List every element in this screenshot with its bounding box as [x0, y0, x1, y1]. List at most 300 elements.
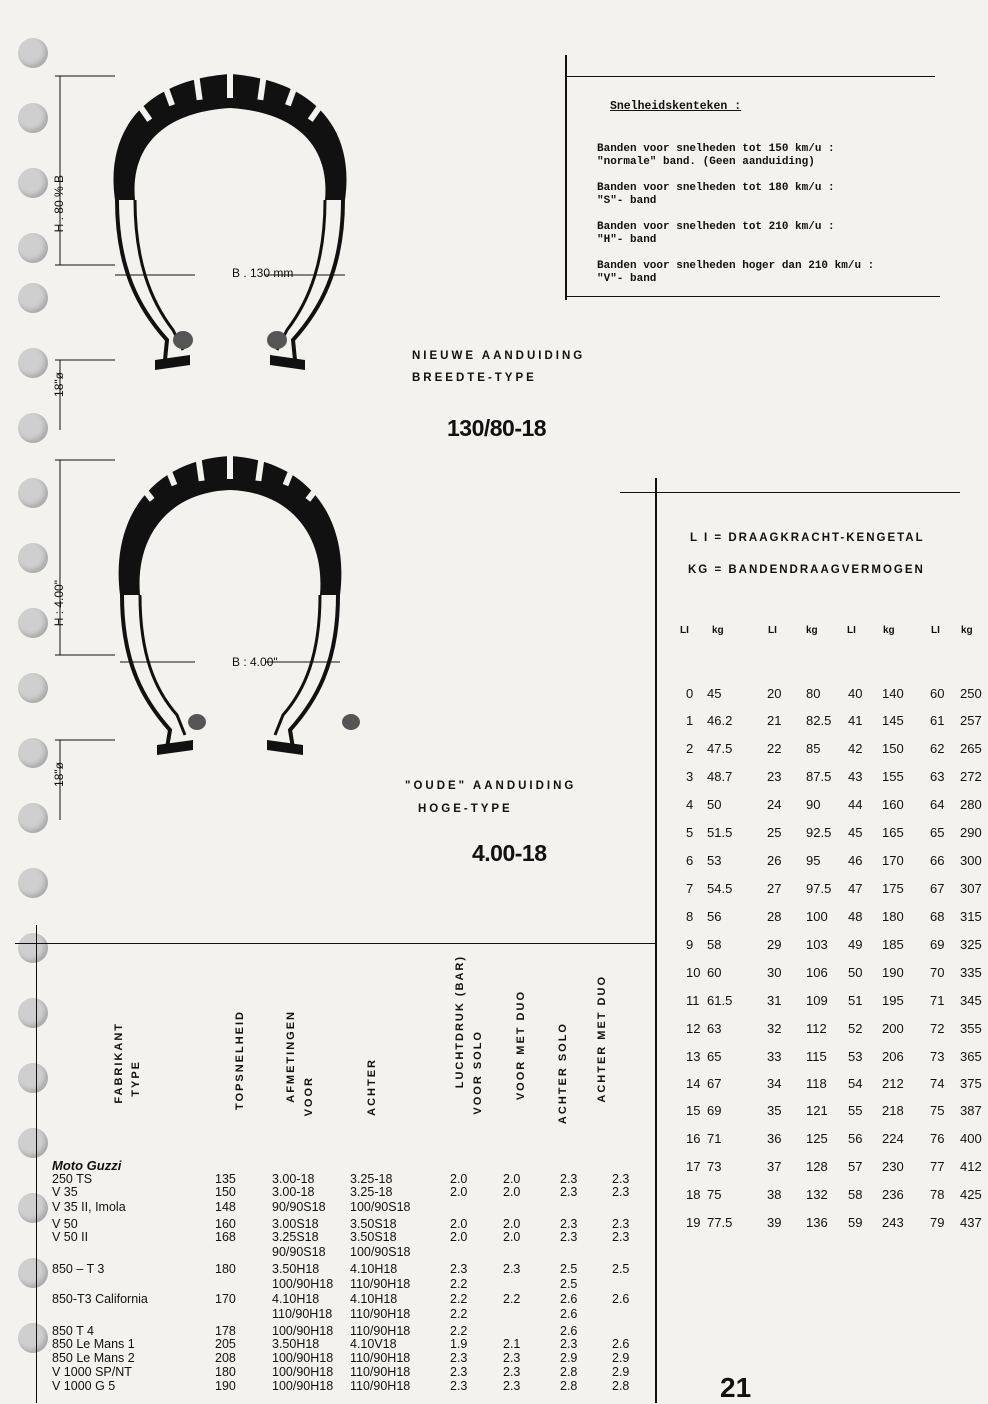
li-value: 67	[930, 881, 945, 896]
binder-hole	[18, 1323, 48, 1353]
kg-value: 65	[707, 1049, 722, 1064]
pressure-front-solo: 2.3	[450, 1351, 468, 1365]
rear-size: 4.10V18	[350, 1337, 397, 1351]
front-size: 3.50H18	[272, 1337, 320, 1351]
pressure-front-solo: 2.0	[450, 1230, 468, 1244]
pressure-rear-solo: 2.3	[560, 1217, 578, 1231]
li-value: 59	[848, 1215, 863, 1230]
kg-value: 97.5	[806, 881, 832, 896]
li-value: 38	[767, 1187, 782, 1202]
pressure-front-duo: 2.0	[503, 1217, 521, 1231]
pressure-rear-duo: 2.9	[612, 1351, 630, 1365]
li-value: 41	[848, 713, 863, 728]
tire-new-caption-sub: BREEDTE-TYPE	[412, 372, 537, 384]
top-speed: 135	[215, 1172, 236, 1186]
li-value: 32	[767, 1021, 782, 1036]
pressure-front-solo: 2.0	[450, 1185, 468, 1199]
pressure-rear-solo: 2.3	[560, 1337, 578, 1351]
kg-value: 250	[960, 686, 982, 701]
li-value: 34	[767, 1076, 782, 1091]
binder-hole	[18, 413, 48, 443]
li-value: 79	[930, 1215, 945, 1230]
li-value: 55	[848, 1103, 863, 1118]
motorcycle-type: V 50	[52, 1217, 78, 1231]
top-speed: 190	[215, 1379, 236, 1393]
top-speed: 168	[215, 1230, 236, 1244]
pressure-rear-solo: 2.6	[560, 1292, 578, 1306]
binder-hole	[18, 998, 48, 1028]
li-value: 47	[848, 881, 863, 896]
kg-value: 77.5	[707, 1215, 733, 1230]
kg-value: 190	[882, 965, 904, 980]
binder-hole	[18, 233, 48, 263]
kg-value: 170	[882, 853, 904, 868]
tire-new-width-label: B . 130 mm	[232, 266, 294, 280]
motorcycle-type: V 1000 G 5	[52, 1379, 116, 1393]
kg-value: 375	[960, 1076, 982, 1091]
li-value: 57	[848, 1159, 863, 1174]
li-value: 50	[848, 965, 863, 980]
motorcycle-type: V 35	[52, 1185, 78, 1199]
front-size: 3.00S18	[272, 1217, 319, 1231]
pressure-rear-duo: 2.3	[612, 1230, 630, 1244]
kg-value: 80	[806, 686, 821, 701]
kg-value: 51.5	[707, 825, 733, 840]
kg-value: 206	[882, 1049, 904, 1064]
front-size: 3.00-18	[272, 1185, 315, 1199]
kg-value: 58	[707, 937, 722, 952]
kg-value: 115	[806, 1049, 827, 1064]
li-value: 18	[686, 1187, 701, 1202]
li-value: 1	[686, 713, 694, 728]
rear-size: 3.50S18	[350, 1217, 397, 1231]
front-size: 100/90H18	[272, 1379, 334, 1393]
kg-value: 218	[882, 1103, 904, 1118]
li-value: 28	[767, 909, 782, 924]
li-value: 61	[930, 713, 945, 728]
pressure-front-solo: 2.2	[450, 1277, 468, 1291]
binder-hole	[18, 38, 48, 68]
li-value: 77	[930, 1159, 945, 1174]
kg-value: 150	[882, 741, 904, 756]
li-value: 31	[767, 993, 782, 1008]
rear-size: 100/90S18	[350, 1200, 411, 1214]
kg-value: 280	[960, 797, 982, 812]
header-voor: VOOR	[303, 1076, 315, 1117]
speed-box-divider	[565, 55, 567, 300]
kg-value: 56	[707, 909, 722, 924]
kg-value: 106	[806, 965, 828, 980]
kg-value: 195	[882, 993, 904, 1008]
motorcycle-type: 850 Le Mans 1	[52, 1337, 135, 1351]
li-value: 40	[848, 686, 863, 701]
tire-diagram-old	[55, 440, 405, 820]
li-value: 43	[848, 769, 863, 784]
kg-value: 103	[806, 937, 828, 952]
pressure-front-duo: 2.1	[503, 1337, 521, 1351]
front-size: 3.25S18	[272, 1230, 319, 1244]
pressure-front-duo: 2.3	[503, 1379, 521, 1393]
top-speed: 178	[215, 1324, 236, 1338]
binder-hole	[18, 868, 48, 898]
header-achter: ACHTER	[366, 1058, 378, 1116]
pressure-front-duo: 2.0	[503, 1230, 521, 1244]
header-achter-met-duo: ACHTER MET DUO	[596, 975, 608, 1103]
pressure-rear-solo: 2.3	[560, 1172, 578, 1186]
kg-value: 145	[882, 713, 904, 728]
li-value: 52	[848, 1021, 863, 1036]
li-value: 16	[686, 1131, 701, 1146]
kg-value: 365	[960, 1049, 982, 1064]
front-size: 100/90H18	[272, 1277, 334, 1291]
pressure-front-solo: 2.2	[450, 1324, 468, 1338]
brand-label: Moto Guzzi	[52, 1158, 122, 1173]
moto-table-top-rule	[15, 943, 655, 944]
page-number: 21	[720, 1372, 752, 1403]
front-size: 90/90S18	[272, 1245, 326, 1259]
pressure-front-duo: 2.0	[503, 1185, 521, 1199]
li-value: 48	[848, 909, 863, 924]
pressure-front-solo: 2.2	[450, 1292, 468, 1306]
top-speed: 170	[215, 1292, 236, 1306]
binder-hole	[18, 933, 48, 963]
tire-old-height-label: H : 4.00"	[52, 580, 66, 627]
binder-hole	[18, 478, 48, 508]
li-value: 21	[767, 713, 782, 728]
motorcycle-type: 250 TS	[52, 1172, 93, 1186]
rear-size: 110/90H18	[350, 1379, 411, 1393]
top-speed: 180	[215, 1262, 236, 1276]
kg-value: 325	[960, 937, 982, 952]
kg-value: 121	[806, 1103, 828, 1118]
tire-new-caption: NIEUWE AANDUIDING	[412, 350, 586, 362]
li-value: 39	[767, 1215, 782, 1230]
top-speed: 208	[215, 1351, 236, 1365]
pressure-front-solo: 2.3	[450, 1379, 468, 1393]
kg-value: 180	[882, 909, 904, 924]
pressure-front-solo: 2.3	[450, 1365, 468, 1379]
kg-value: 175	[882, 881, 904, 896]
kg-value: 265	[960, 741, 982, 756]
header-voor-solo: VOOR SOLO	[472, 1030, 484, 1115]
header-type: TYPE	[130, 1060, 142, 1097]
binder-hole	[18, 1193, 48, 1223]
top-speed: 150	[215, 1185, 236, 1199]
tire-old-rim-label: 18"ø	[52, 762, 66, 787]
rear-size: 100/90S18	[350, 1245, 411, 1259]
li-value: 14	[686, 1076, 701, 1091]
kg-value: 45	[707, 686, 722, 701]
pressure-rear-duo: 2.6	[612, 1292, 630, 1306]
kg-value: 85	[806, 741, 821, 756]
kg-value: 50	[707, 797, 722, 812]
pressure-front-solo: 2.0	[450, 1217, 468, 1231]
li-value: 64	[930, 797, 945, 812]
kg-value: 112	[806, 1021, 827, 1036]
pressure-rear-duo: 2.9	[612, 1365, 630, 1379]
speed-box-bottom-rule	[565, 296, 940, 297]
li-value: 56	[848, 1131, 863, 1146]
tire-old-width-label: B : 4.00"	[232, 655, 278, 669]
li-table-divider	[655, 478, 657, 1403]
li-value: 69	[930, 937, 945, 952]
kg-value: 300	[960, 853, 982, 868]
front-size: 100/90H18	[272, 1365, 334, 1379]
rear-size: 3.50S18	[350, 1230, 397, 1244]
kg-value: 140	[882, 686, 904, 701]
li-value: 5	[686, 825, 694, 840]
li-value: 54	[848, 1076, 863, 1091]
pressure-rear-duo: 2.3	[612, 1217, 630, 1231]
binder-hole	[18, 673, 48, 703]
li-value: 2	[686, 741, 694, 756]
rear-size: 3.25-18	[350, 1172, 393, 1186]
li-value: 51	[848, 993, 863, 1008]
pressure-rear-duo: 2.6	[612, 1337, 630, 1351]
li-value: 70	[930, 965, 945, 980]
binder-hole	[18, 1128, 48, 1158]
li-value: 62	[930, 741, 945, 756]
li-value: 49	[848, 937, 863, 952]
kg-value: 136	[806, 1215, 828, 1230]
tire-old-size: 4.00-18	[472, 840, 547, 866]
speed-box-title: Snelheidskenteken :	[610, 100, 742, 113]
li-table-subtitle: KG = BANDENDRAAGVERMOGEN	[688, 564, 925, 576]
kg-value: 355	[960, 1021, 982, 1036]
front-size: 4.10H18	[272, 1292, 320, 1306]
speed-item: Banden voor snelheden tot 210 km/u : "H"- band	[597, 221, 835, 246]
kg-value: 60	[707, 965, 722, 980]
header-afmetingen: AFMETINGEN	[285, 1010, 297, 1103]
li-value: 11	[686, 993, 700, 1008]
kg-value: 92.5	[806, 825, 832, 840]
li-value: 44	[848, 797, 863, 812]
rear-size: 4.10H18	[350, 1262, 398, 1276]
li-value: 74	[930, 1076, 945, 1091]
rear-size: 110/90H18	[350, 1365, 411, 1379]
motorcycle-type: V 35 II, Imola	[52, 1200, 126, 1214]
li-value: 36	[767, 1131, 782, 1146]
front-size: 3.00-18	[272, 1172, 315, 1186]
li-value: 7	[686, 881, 694, 896]
li-value: 19	[686, 1215, 701, 1230]
tire-new-rim-label: 18"ø	[52, 372, 66, 397]
rear-size: 110/90H18	[350, 1351, 411, 1365]
pressure-rear-duo: 2.5	[612, 1262, 630, 1276]
kg-value: 53	[707, 853, 722, 868]
pressure-front-solo: 2.3	[450, 1262, 468, 1276]
li-table-top-rule	[620, 492, 960, 493]
header-topsnelheid: TOPSNELHEID	[234, 1010, 246, 1111]
top-speed: 148	[215, 1200, 236, 1214]
header-achter-solo: ACHTER SOLO	[557, 1022, 569, 1125]
header-fabrikant: FABRIKANT	[113, 1022, 125, 1104]
motorcycle-type: V 50 II	[52, 1230, 89, 1244]
binder-hole	[18, 608, 48, 638]
pressure-rear-solo: 2.5	[560, 1277, 578, 1291]
li-value: 23	[767, 769, 782, 784]
top-speed: 160	[215, 1217, 236, 1231]
binder-hole	[18, 803, 48, 833]
kg-value: 307	[960, 881, 982, 896]
motorcycle-type: 850-T3 California	[52, 1292, 148, 1306]
speed-box-top-rule	[565, 76, 935, 77]
kg-value: 200	[882, 1021, 904, 1036]
kg-value: 230	[882, 1159, 904, 1174]
pressure-rear-solo: 2.6	[560, 1324, 578, 1338]
kg-value: 47.5	[707, 741, 733, 756]
kg-value: 185	[882, 937, 904, 952]
kg-value: 224	[882, 1131, 904, 1146]
tire-old-caption: "OUDE" AANDUIDING	[405, 780, 577, 792]
pressure-front-duo: 2.3	[503, 1262, 521, 1276]
front-size: 3.50H18	[272, 1262, 320, 1276]
pressure-front-duo: 2.3	[503, 1365, 521, 1379]
kg-value: 95	[806, 853, 821, 868]
li-value: 25	[767, 825, 782, 840]
tire-new-size: 130/80-18	[447, 415, 547, 441]
pressure-rear-solo: 2.3	[560, 1230, 578, 1244]
rear-size: 110/90H18	[350, 1324, 411, 1338]
li-value: 17	[686, 1159, 701, 1174]
kg-value: 257	[960, 713, 982, 728]
binder-hole	[18, 1063, 48, 1093]
li-value: 10	[686, 965, 701, 980]
li-value: 13	[686, 1049, 701, 1064]
li-value: 24	[767, 797, 782, 812]
speed-item: Banden voor snelheden hoger dan 210 km/u : "V"- band	[597, 260, 875, 285]
kg-value: 87.5	[806, 769, 832, 784]
li-value: 20	[767, 686, 782, 701]
pressure-front-duo: 2.3	[503, 1351, 521, 1365]
kg-value: 315	[960, 909, 982, 924]
li-value: 72	[930, 1021, 945, 1036]
pressure-front-duo: 2.2	[503, 1292, 521, 1306]
li-value: 4	[686, 797, 694, 812]
kg-value: 109	[806, 993, 828, 1008]
motorcycle-type: 850 – T 3	[52, 1262, 105, 1276]
li-value: 33	[767, 1049, 782, 1064]
li-value: 35	[767, 1103, 782, 1118]
pressure-front-solo: 2.2	[450, 1307, 468, 1321]
li-value: 30	[767, 965, 782, 980]
li-value: 46	[848, 853, 863, 868]
pressure-rear-solo: 2.6	[560, 1307, 578, 1321]
kg-value: 118	[806, 1076, 827, 1091]
header-luchtdruk: LUCHTDRUK (BAR)	[454, 955, 466, 1089]
kg-value: 63	[707, 1021, 722, 1036]
li-value: 63	[930, 769, 945, 784]
li-value: 42	[848, 741, 863, 756]
kg-value: 437	[960, 1215, 982, 1230]
pressure-front-duo: 2.0	[503, 1172, 521, 1186]
motorcycle-type: V 1000 SP/NT	[52, 1365, 132, 1379]
kg-value: 243	[882, 1215, 904, 1230]
top-speed: 205	[215, 1337, 236, 1351]
kg-value: 160	[882, 797, 904, 812]
pressure-front-solo: 2.0	[450, 1172, 468, 1186]
li-value: 26	[767, 853, 782, 868]
binder-hole	[18, 738, 48, 768]
pressure-rear-solo: 2.3	[560, 1185, 578, 1199]
li-value: 0	[686, 686, 694, 701]
li-value: 53	[848, 1049, 863, 1064]
tire-new-height-label: H . 80 % B	[52, 175, 66, 233]
kg-value: 67	[707, 1076, 722, 1091]
kg-value: 155	[882, 769, 904, 784]
li-value: 12	[686, 1021, 701, 1036]
top-speed: 180	[215, 1365, 236, 1379]
binder-hole	[18, 168, 48, 198]
pressure-rear-duo: 2.3	[612, 1185, 630, 1199]
front-size: 90/90S18	[272, 1200, 326, 1214]
front-size: 100/90H18	[272, 1324, 334, 1338]
kg-value: 132	[806, 1187, 828, 1202]
binder-hole	[18, 1258, 48, 1288]
rear-size: 110/90H18	[350, 1307, 411, 1321]
binder-hole	[18, 283, 48, 313]
kg-value: 61.5	[707, 993, 733, 1008]
li-value: 65	[930, 825, 945, 840]
pressure-front-solo: 1.9	[450, 1337, 468, 1351]
li-value: 58	[848, 1187, 863, 1202]
binder-hole	[18, 348, 48, 378]
li-table-title: L I = DRAAGKRACHT-KENGETAL	[690, 532, 925, 544]
kg-value: 412	[960, 1159, 982, 1174]
kg-value: 400	[960, 1131, 982, 1146]
speed-item: Banden voor snelheden tot 150 km/u : "normale" band. (Geen aanduiding)	[597, 143, 835, 168]
li-value: 37	[767, 1159, 782, 1174]
kg-value: 128	[806, 1159, 828, 1174]
front-size: 100/90H18	[272, 1351, 334, 1365]
li-value: 6	[686, 853, 694, 868]
kg-value: 272	[960, 769, 982, 784]
li-value: 71	[930, 993, 945, 1008]
pressure-rear-duo: 2.8	[612, 1379, 630, 1393]
kg-value: 335	[960, 965, 982, 980]
moto-table-left-rule	[36, 925, 37, 1403]
front-size: 110/90H18	[272, 1307, 333, 1321]
kg-value: 345	[960, 993, 982, 1008]
li-value: 76	[930, 1131, 945, 1146]
kg-value: 236	[882, 1187, 904, 1202]
kg-value: 71	[707, 1131, 722, 1146]
speed-item: Banden voor snelheden tot 180 km/u : "S"- band	[597, 182, 835, 207]
kg-value: 46.2	[707, 713, 733, 728]
pressure-rear-duo: 2.3	[612, 1172, 630, 1186]
li-value: 29	[767, 937, 782, 952]
header-voor-met-duo: VOOR MET DUO	[515, 990, 527, 1101]
kg-value: 75	[707, 1187, 722, 1202]
li-value: 78	[930, 1187, 945, 1202]
li-value: 9	[686, 937, 694, 952]
li-value: 8	[686, 909, 694, 924]
tire-diagram-new	[55, 40, 405, 430]
li-value: 22	[767, 741, 782, 756]
li-value: 60	[930, 686, 945, 701]
li-value: 27	[767, 881, 782, 896]
li-value: 68	[930, 909, 945, 924]
kg-value: 54.5	[707, 881, 733, 896]
binder-hole	[18, 543, 48, 573]
kg-value: 387	[960, 1103, 982, 1118]
motorcycle-type: 850 Le Mans 2	[52, 1351, 135, 1365]
kg-value: 69	[707, 1103, 722, 1118]
kg-value: 165	[882, 825, 904, 840]
binder-hole	[18, 103, 48, 133]
pressure-rear-solo: 2.5	[560, 1262, 578, 1276]
motorcycle-type: 850 T 4	[52, 1324, 94, 1338]
